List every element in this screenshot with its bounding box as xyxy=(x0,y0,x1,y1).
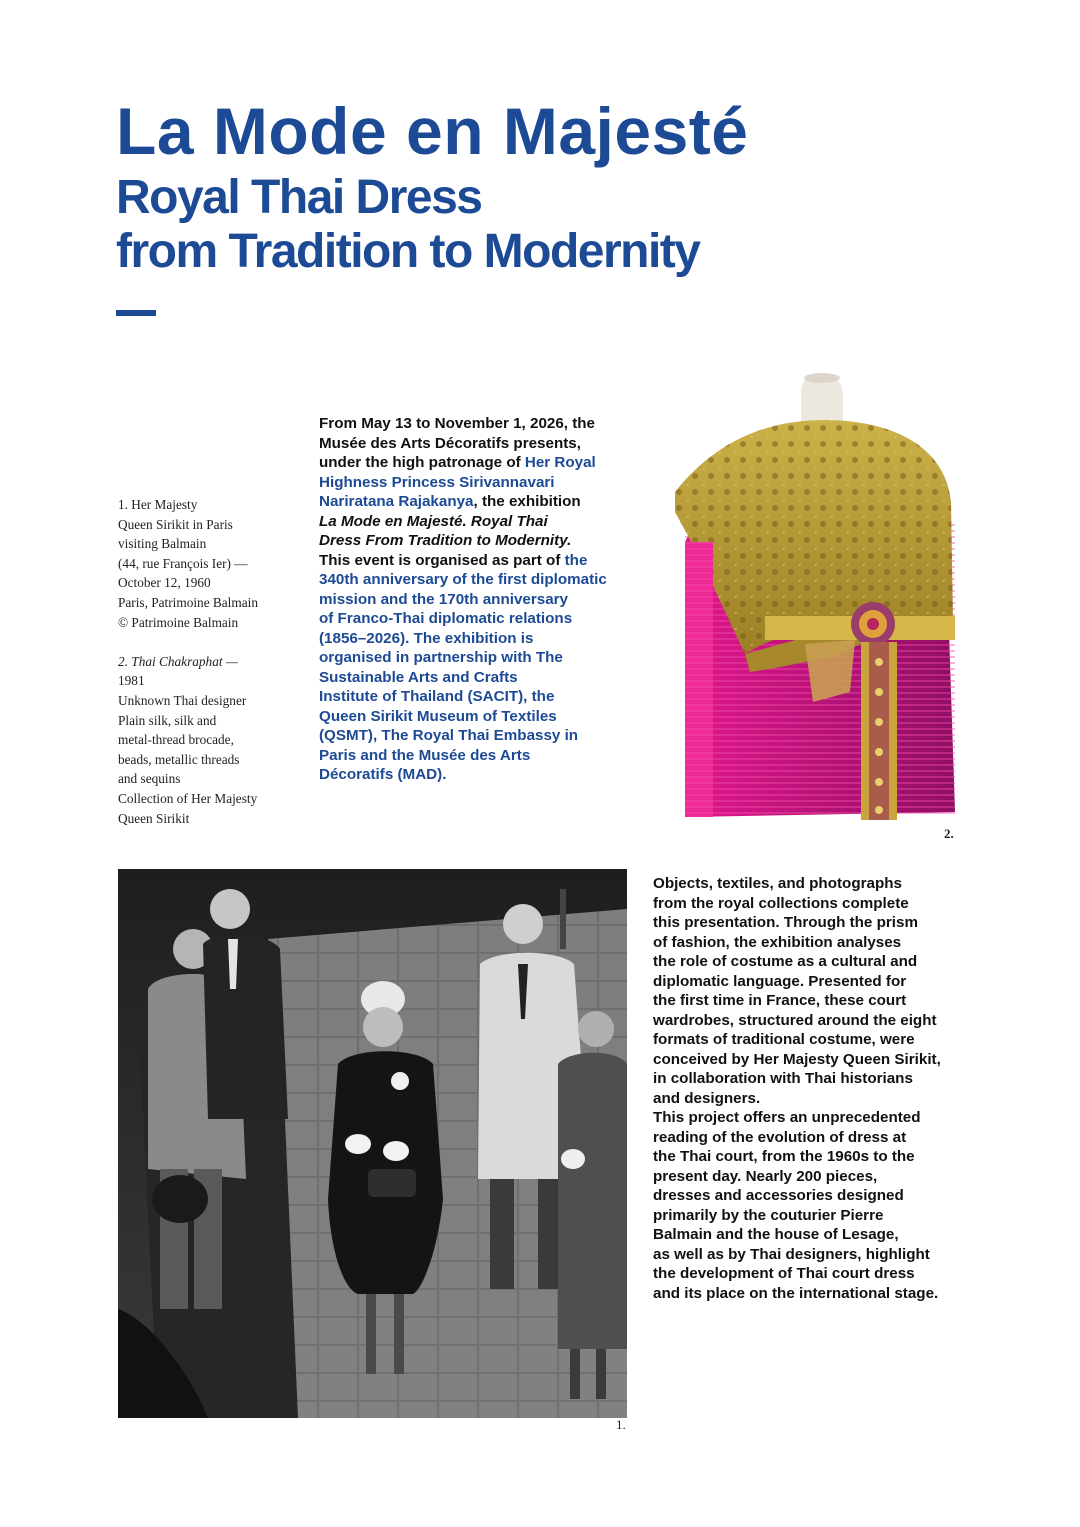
highlight-text: (1856–2026). The exhibition is xyxy=(319,629,534,647)
caption-line: 1981 xyxy=(118,673,145,689)
page-title: La Mode en Majesté xyxy=(116,94,749,168)
body-line: Objects, textiles, and photographs xyxy=(653,875,902,892)
body-line: and its place on the international stage. xyxy=(653,1284,939,1302)
subtitle-line-2: from Tradition to Modernity xyxy=(116,225,700,278)
highlight-text: 340th anniversary of the first diplomatic xyxy=(319,571,607,588)
highlight-text: Nariratana Rajakanya xyxy=(319,493,474,510)
costume-photo xyxy=(655,372,961,822)
caption-line: (44, rue François Ier) — xyxy=(118,555,248,571)
caption-line: Unknown Thai designer xyxy=(118,692,247,708)
body-line: primarily by the couturier Pierre xyxy=(653,1206,884,1224)
intro-line xyxy=(319,492,619,512)
caption-line: Queen Sirikit xyxy=(118,810,190,826)
caption-line: 1. Her Majesty xyxy=(118,497,198,512)
body-line: formats of traditional costume, were xyxy=(653,1031,915,1048)
intro-paragraph xyxy=(319,414,619,785)
title-divider xyxy=(116,310,156,316)
body-line: wardrobes, structured around the eight xyxy=(653,1011,937,1029)
caption-line: and sequins xyxy=(118,771,181,787)
caption-line: 2. Thai Chakraphat — xyxy=(118,653,238,669)
figure-captions xyxy=(118,495,296,828)
body-line: Balmain and the house of Lesage, xyxy=(653,1226,899,1243)
intro-line xyxy=(319,414,619,434)
body-line: the first time in France, these court xyxy=(653,992,907,1009)
highlight-text: Institute of Thailand (SACIT), the xyxy=(319,688,555,705)
intro-text: , the exhibition xyxy=(473,493,581,510)
highlight-text: Paris and the Musée des Arts xyxy=(319,746,531,764)
intro-line xyxy=(319,434,619,454)
body-line: diplomatic language. Presented for xyxy=(653,972,907,990)
highlight-text: the xyxy=(564,551,588,569)
body-line: dresses and accessories designed xyxy=(653,1187,904,1204)
intro-line xyxy=(319,453,619,473)
intro-text: Musée des Arts Décoratifs presents, xyxy=(319,434,581,452)
highlight-text: Sustainable Arts and Crafts xyxy=(319,668,518,686)
body-line: reading of the evolution of dress at xyxy=(653,1128,907,1146)
highlight-text: Décoratifs (MAD). xyxy=(319,766,447,783)
intro-line xyxy=(319,590,619,610)
body-line: this presentation. Through the prism xyxy=(653,914,918,931)
intro-line xyxy=(319,687,619,707)
archival-photo xyxy=(118,869,627,1418)
body-line: the Thai court, from the 1960s to the xyxy=(653,1148,915,1165)
body-line: the development of Thai court dress xyxy=(653,1265,915,1282)
body-line: as well as by Thai designers, highlight xyxy=(653,1245,930,1263)
intro-line xyxy=(319,551,619,571)
body-line: conceived by Her Majesty Queen Sirikit, xyxy=(653,1050,941,1068)
body-line: present day. Nearly 200 pieces, xyxy=(653,1167,878,1185)
intro-line xyxy=(319,746,619,766)
subtitle-line-1: Royal Thai Dress xyxy=(116,171,482,224)
caption-line: Plain silk, silk and xyxy=(118,712,217,728)
figure-2-number: 2. xyxy=(944,826,954,841)
caption-line: metal-thread brocade, xyxy=(118,732,234,748)
caption-line: Paris, Patrimoine Balmain xyxy=(118,594,258,610)
body-line: the role of costume as a cultural and xyxy=(653,953,918,970)
intro-line xyxy=(319,765,619,785)
intro-text: Dress From Tradition to Modernity. xyxy=(319,532,572,549)
intro-line xyxy=(319,707,619,727)
body-paragraph xyxy=(653,874,973,1303)
intro-text: From May 13 to November 1, 2026, the xyxy=(319,415,596,432)
highlight-text: Highness Princess Sirivannavari xyxy=(319,473,555,491)
caption-line: © Patrimoine Balmain xyxy=(118,614,239,630)
highlight-text: of Franco-Thai diplomatic relations xyxy=(319,610,573,627)
body-line: This project offers an unprecedented xyxy=(653,1109,921,1126)
highlight-text: Queen Sirikit Museum of Textiles xyxy=(319,707,557,725)
intro-line xyxy=(319,473,619,493)
intro-line xyxy=(319,629,619,649)
figure-1-number: 1. xyxy=(616,1417,626,1432)
intro-text: This event is organised as part of xyxy=(319,551,565,569)
body-line: of fashion, the exhibition analyses xyxy=(653,933,902,951)
intro-text: under the high patronage of xyxy=(319,454,525,471)
highlight-text: (QSMT), The Royal Thai Embassy in xyxy=(319,727,579,744)
body-line: and designers. xyxy=(653,1089,761,1107)
caption-line xyxy=(118,632,296,652)
body-line: in collaboration with Thai historians xyxy=(653,1070,913,1087)
intro-line xyxy=(319,512,619,532)
caption-line: October 12, 1960 xyxy=(118,575,211,591)
caption-line: Collection of Her Majesty xyxy=(118,790,258,806)
caption-line: Queen Sirikit in Paris xyxy=(118,516,233,532)
highlight-text: organised in partnership with The xyxy=(319,649,563,666)
intro-line xyxy=(319,570,619,590)
highlight-text: mission and the 170th anniversary xyxy=(319,590,568,608)
highlight-text: Her Royal xyxy=(524,454,596,471)
intro-line xyxy=(319,726,619,746)
caption-line: beads, metallic threads xyxy=(118,751,240,767)
intro-text: La Mode en Majesté. Royal Thai xyxy=(319,512,548,530)
intro-line xyxy=(319,668,619,688)
caption-line: visiting Balmain xyxy=(118,536,207,552)
intro-line xyxy=(319,648,619,668)
intro-line xyxy=(319,531,619,551)
body-line: from the royal collections complete xyxy=(653,894,909,912)
intro-line xyxy=(319,609,619,629)
